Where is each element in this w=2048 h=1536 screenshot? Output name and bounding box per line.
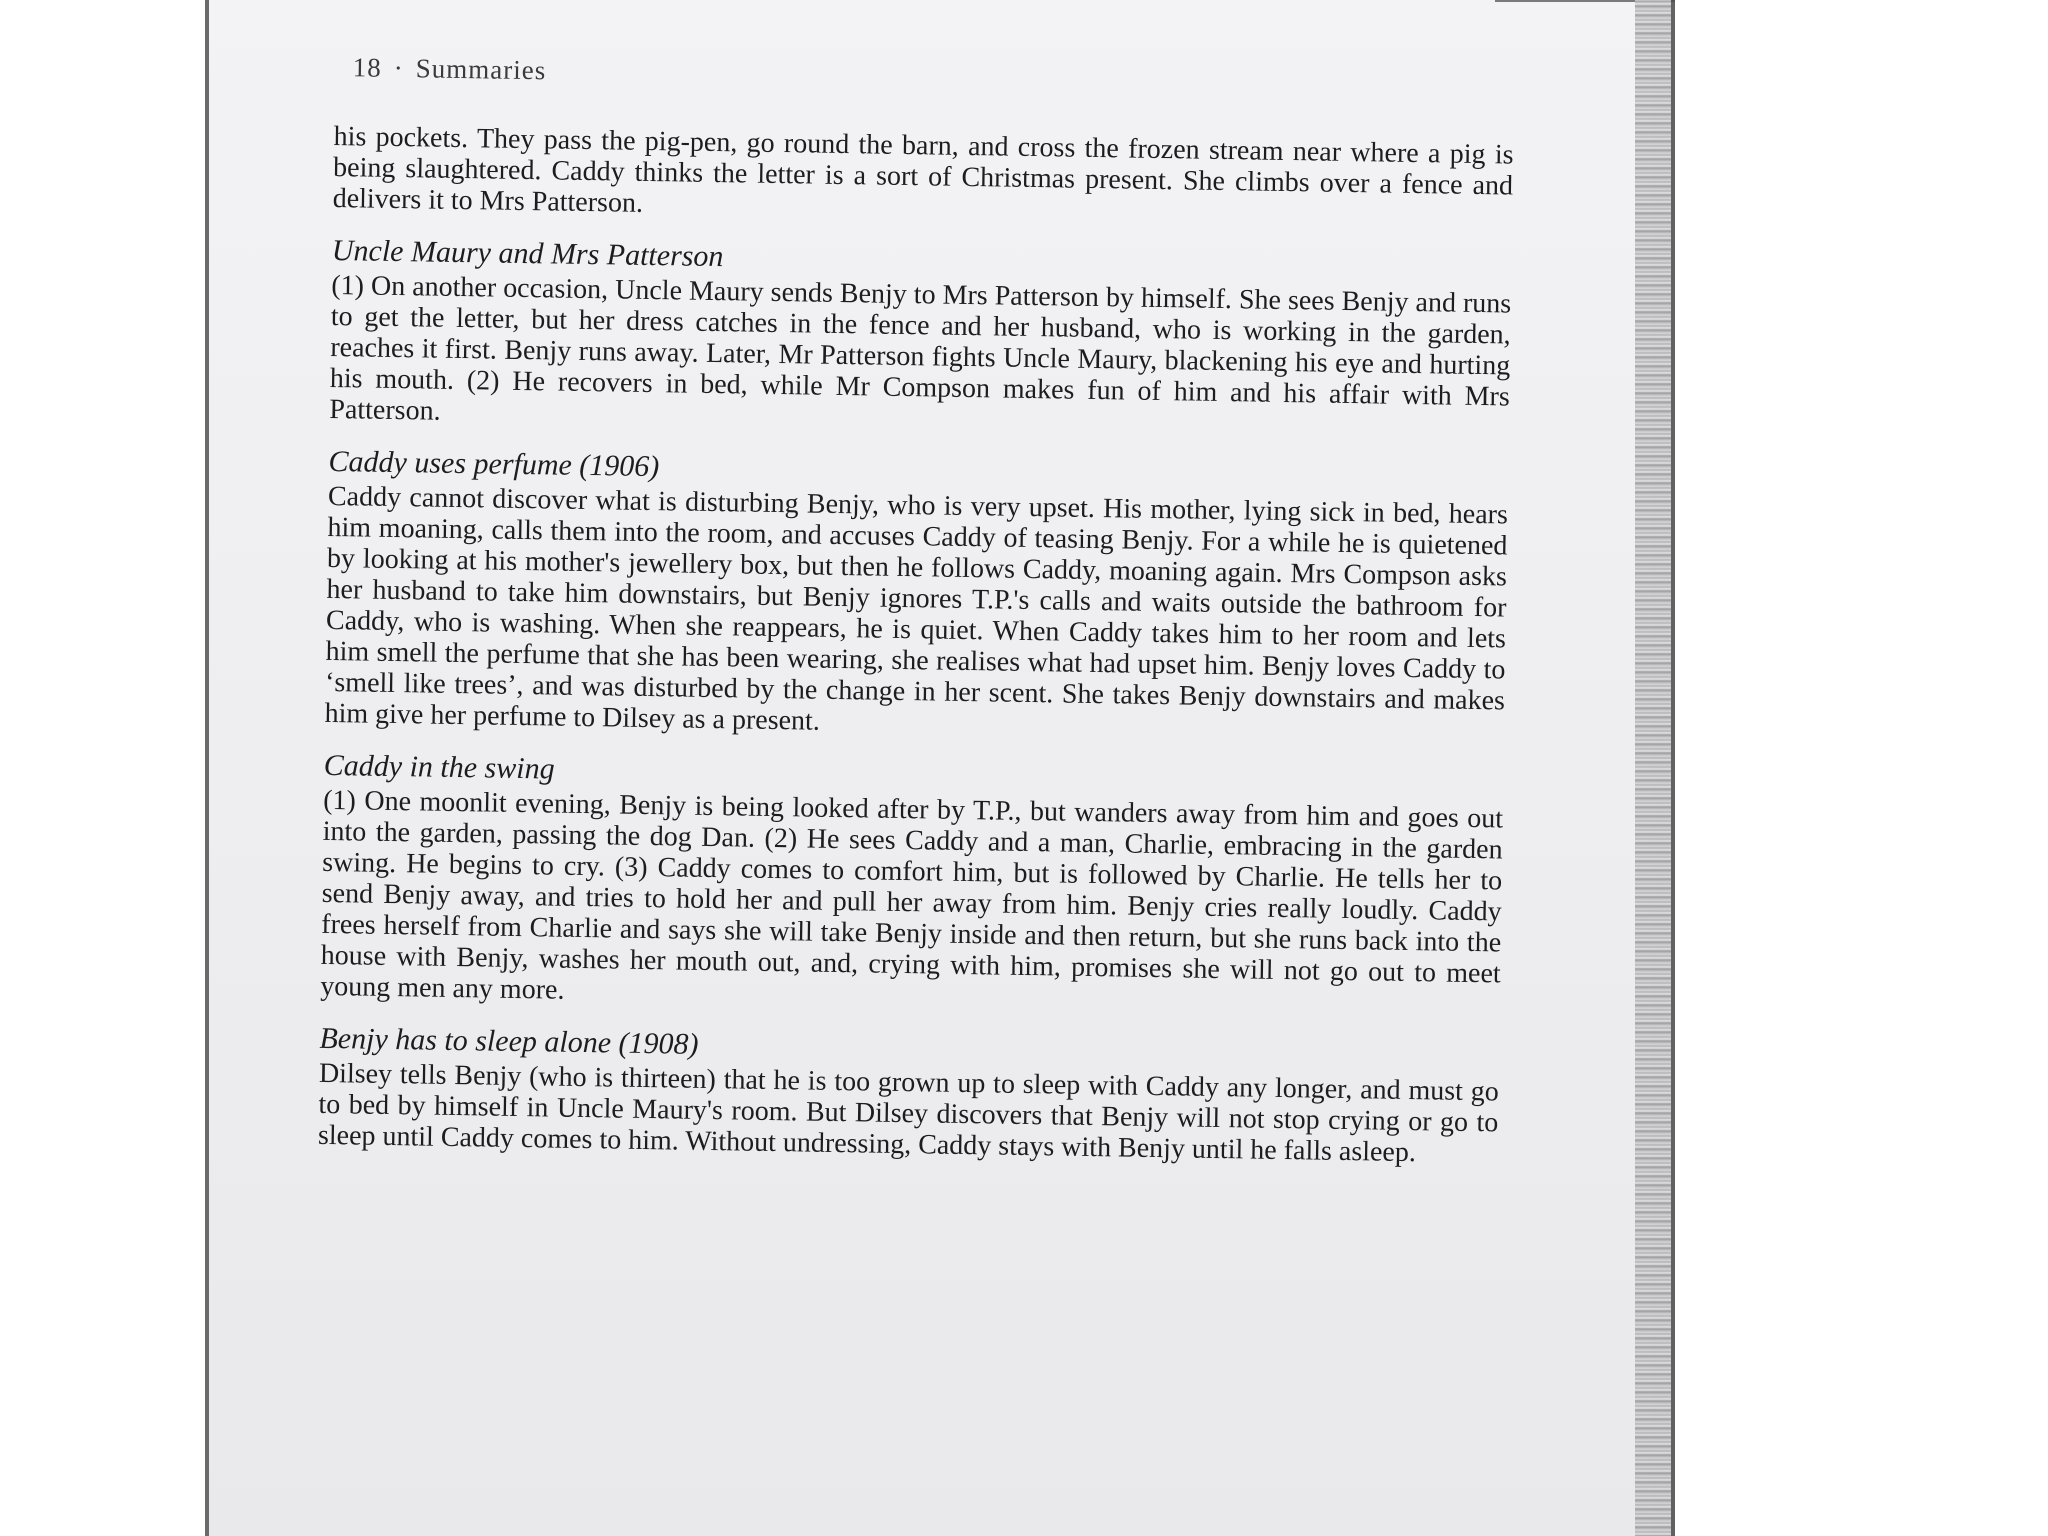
section-body: Caddy cannot discover what is disturbing Benjy, who is very upset. His mother, lying sick in bed, hears him moaning, calls them into the room, and accuses Caddy of teasing Benjy. For a while he is quietened by looking at his mother's jewellery box, but then he follows Caddy, moaning again. Mrs Compson asks her husband to take him downstairs, but Benjy ignores T.P.'s calls and waits outside the bathroom for Caddy, who is washing. When she reappears, he is quiet. When Caddy takes him to her room and lets him smell the perfume that she has been wearing, she realises what had upset him. Benjy loves Caddy to ‘smell like trees’, and was disturbed by the change in her scent. She takes Benjy downstairs and makes him give her perfume to Dilsey as a present. xyxy=(324,480,1509,737)
section-heading: Caddy in the swing xyxy=(323,748,555,786)
continuation-paragraph xyxy=(332,121,1513,233)
section-caddy-swing xyxy=(320,749,1504,1021)
section-body: (1) One moonlit evening, Benjy is being looked after by T.P., but wanders away from him and goes out into the garden, passing the dog Dan. (2) He sees Caddy and a man, Charlie, embracing in the garden swing. He begins to cry. (3) Caddy comes to comfort him, but is followed by Charlie. He tells her to send Benjy away, and tries to hold her and pull her away from him. Benjy cries really loudly. Caddy frees herself from Charlie and says she will take Benjy inside and then return, but she runs back into the house with Benjy, washes her mouth out, and, crying with him, promises she will not go out to meet young men any more. xyxy=(320,784,1504,1006)
running-head-separator: · xyxy=(393,52,404,84)
section-heading: Caddy uses perfume (1906) xyxy=(328,444,660,484)
section-caddy-perfume xyxy=(324,445,1508,747)
page-number: 18 xyxy=(352,52,382,83)
page-content xyxy=(317,52,1514,1189)
continuation-text: his pockets. They pass the pig-pen, go round the barn, and cross the frozen stream near where a pig is being slaughtered. Caddy thinks the letter is a sort of Christmas present. She climbs over a fence and delivers it to Mrs Patterson. xyxy=(332,120,1514,219)
scanned-page xyxy=(205,0,1675,1536)
section-heading: Uncle Maury and Mrs Patterson xyxy=(331,233,724,274)
section-body: Dilsey tells Benjy (who is thirteen) that he is too grown up to sleep with Caddy any longer, and must go to bed by himself in Uncle Maury's room. But Dilsey discovers that Benjy will not stop crying or go to sleep until Caddy comes to him. Without undressing, Caddy stays with Benjy until he falls asleep. xyxy=(317,1057,1500,1169)
running-head-title: Summaries xyxy=(415,53,547,86)
section-body: (1) On another occasion, Uncle Maury sends Benjy to Mrs Patterson by himself. She sees Benjy and runs to get the letter, but her dress catches in the fence and her husband, who is working in the garden, reaches it first. Benjy runs away. Later, Mr Patterson fights Uncle Maury, blackening his eye and hurting his mouth. (2) He recovers in bed, while Mr Compson makes fun of him and his affair with Mrs Patterson. xyxy=(329,269,1512,427)
section-uncle-maury xyxy=(329,234,1512,444)
page-right-edge xyxy=(1635,0,1675,1536)
running-head xyxy=(353,52,1515,101)
section-benjy-sleep xyxy=(318,1022,1500,1170)
section-heading: Benjy has to sleep alone (1908) xyxy=(319,1021,699,1061)
